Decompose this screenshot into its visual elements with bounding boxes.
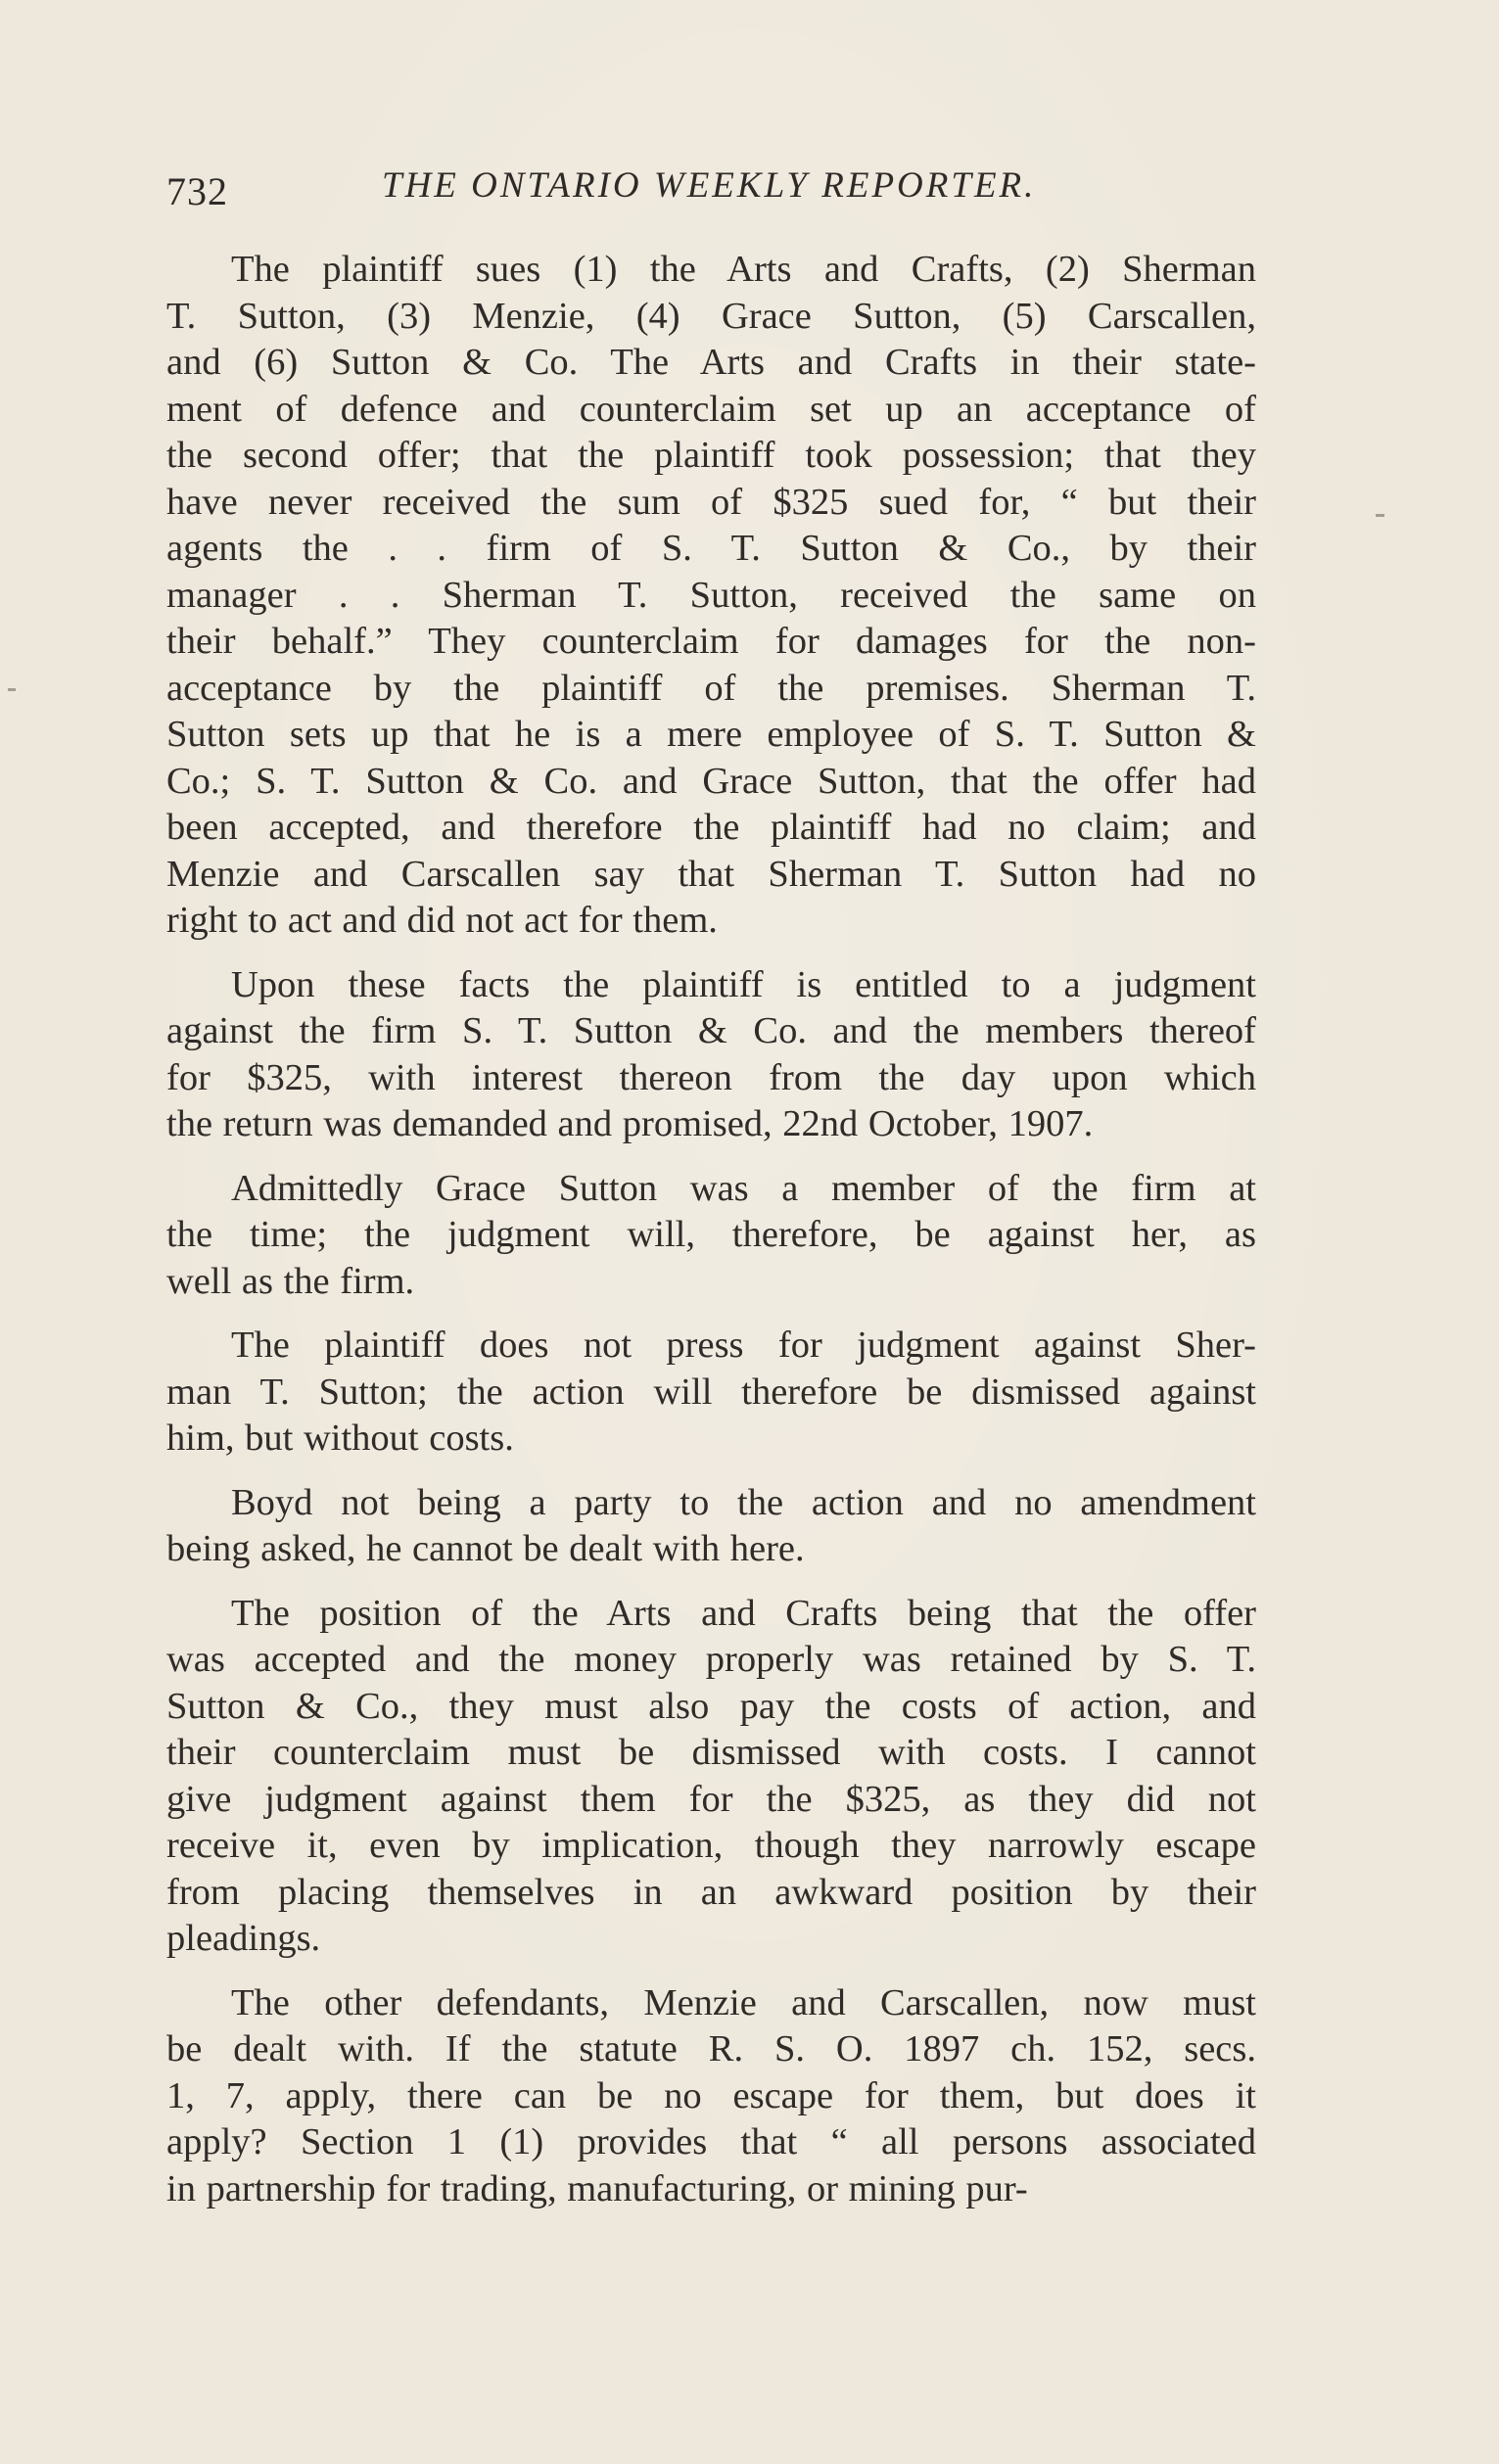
text-line: The plaintiff sues (1) the Arts and Crafts, (2) Sherman (231, 249, 1256, 290)
text-line: acceptance by the plaintiff of the premises. Sherman T. (166, 667, 1256, 709)
paragraph (166, 1591, 1256, 1963)
text-line: in partnership for trading, manufacturing, or mining pur- (166, 2167, 1028, 2209)
text-line: Sutton & Co., they must also pay the costs of action, and (166, 1685, 1256, 1727)
text-line: well as the firm. (166, 1260, 415, 1302)
text-line: Sutton sets up that he is a mere employee of S. T. Sutton & (166, 714, 1256, 755)
text-line: Menzie and Carscallen say that Sherman T. Sutton had no (166, 853, 1256, 895)
text-line: was accepted and the money properly was retained by S. T. (166, 1639, 1256, 1680)
text-line: The plaintiff does not press for judgment against Sher- (231, 1325, 1256, 1366)
text-line: receive it, even by implication, though they narrowly escape (166, 1825, 1256, 1866)
text-line: been accepted, and therefore the plaintiff had no claim; and (166, 807, 1256, 848)
text-line: him, but without costs. (166, 1418, 514, 1459)
text-line: Admittedly Grace Sutton was a member of the firm at (231, 1167, 1256, 1209)
text-line: give judgment against them for the $325, as they did not (166, 1778, 1256, 1820)
text-line: right to act and did not act for them. (166, 900, 718, 941)
body-text (166, 247, 1256, 2230)
paragraph (166, 1980, 1256, 2213)
text-line: against the firm S. T. Sutton & Co. and the members thereof (166, 1010, 1256, 1051)
text-line: 1, 7, apply, there can be no escape for them, but does it (166, 2074, 1256, 2116)
text-line: The position of the Arts and Crafts being that the offer (231, 1592, 1256, 1634)
paragraph (166, 962, 1256, 1148)
text-line: for $325, with interest thereon from the day upon which (166, 1056, 1256, 1098)
text-line: their behalf.” They counterclaim for damages for the non- (166, 621, 1256, 662)
text-line: man T. Sutton; the action will therefore be dismissed against (166, 1371, 1256, 1413)
text-line: be dealt with. If the statute R. S. O. 1897 ch. 152, secs. (166, 2028, 1256, 2069)
text-line: have never received the sum of $325 sued for, “ but their (166, 481, 1256, 523)
running-title: THE ONTARIO WEEKLY REPORTER. (382, 165, 1037, 206)
text-line: Boyd not being a party to the action and no amendment (231, 1481, 1256, 1523)
text-line: their counterclaim must be dismissed with costs. I cannot (166, 1732, 1256, 1773)
page-header (166, 164, 1312, 223)
text-line: the time; the judgment will, therefore, be against her, as (166, 1214, 1256, 1255)
text-line: the second offer; that the plaintiff took possession; that they (166, 435, 1256, 476)
text-line: The other defendants, Menzie and Carscallen, now must (231, 1981, 1256, 2023)
paragraph (166, 1166, 1256, 1306)
paragraph (166, 247, 1256, 945)
text-line: Co.; S. T. Sutton & Co. and Grace Sutton, that the offer had (166, 760, 1256, 802)
text-line: apply? Section 1 (1) provides that “ all persons associated (166, 2121, 1256, 2162)
page-number: 732 (166, 169, 228, 213)
text-line: agents the . . firm of S. T. Sutton & Co., by their (166, 528, 1256, 569)
paragraph (166, 1323, 1256, 1463)
margin-mark (1376, 514, 1384, 517)
text-line: Upon these facts the plaintiff is entitled to a judgment (231, 963, 1256, 1005)
text-line: manager . . Sherman T. Sutton, received the same on (166, 574, 1256, 616)
text-line: the return was demanded and promised, 22nd October, 1907. (166, 1103, 1094, 1144)
margin-mark (8, 688, 16, 691)
text-line: T. Sutton, (3) Menzie, (4) Grace Sutton, (5) Carscallen, (166, 295, 1256, 337)
paragraph (166, 1480, 1256, 1573)
text-line: from placing themselves in an awkward position by their (166, 1871, 1256, 1913)
text-line: ment of defence and counterclaim set up an acceptance of (166, 388, 1256, 430)
text-line: being asked, he cannot be dealt with here. (166, 1528, 805, 1569)
text-line: pleadings. (166, 1918, 321, 1959)
text-line: and (6) Sutton & Co. The Arts and Crafts in their state- (166, 342, 1256, 383)
